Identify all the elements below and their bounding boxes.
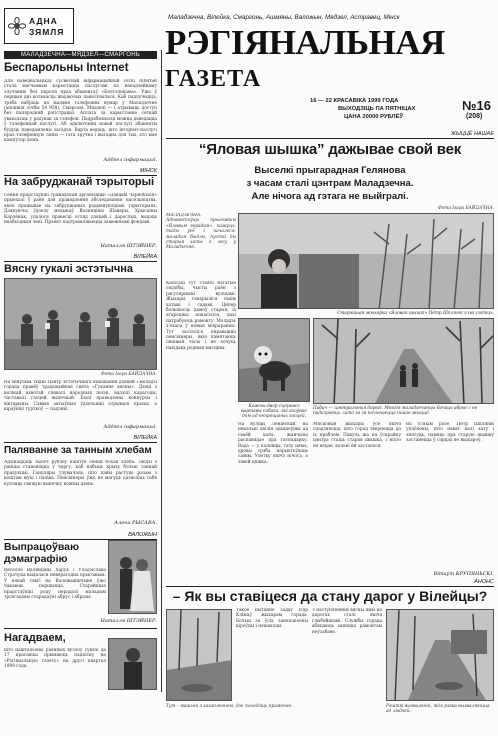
article-body-reminder: што паштальёны раённых вузлоў сувязі да 17 красавіка прымаюць падпіску на «Рэгіянальную газету» на другі квартал 1999 года. [4, 648, 106, 670]
logo-bottom: ЗЯМЛЯ [29, 27, 65, 37]
rubric-vileika-2: ВІЛЕЙКА [4, 435, 157, 443]
caption-street: Пабач — цэнтральныя дарогі. Многія маладзечанцы бачаць абрыс і не падазраюць, што за ім пачынаецца іншае жыццё. [313, 406, 478, 417]
article-title-reminder: Нагадваем, [4, 632, 66, 644]
main-col-1: Калісьці тут стаялі багатыя сядзібы, чысты раён з рэгулярнымі вуліцамі. Жыхары ганарыліся сваім хатамі і садамі. Цяпер большасць дамоў старыя, іх агароджы пакасіліся, дахі патрабуюць рамонту. Моладзь з'ехала ў новыя мікрараёны. Тут засталіся пераважна пенсіянеры, якія памятаюць лепшыя часы і не хочуць пакідаць родныя мясціны. [166, 281, 236, 351]
rubric-minsk: МІНСК [4, 168, 157, 176]
article-body-territory: Сёння прадстаўнікі грамадскай арганізацыі «Дзецям Чарнобыля» прыехалі ў раён для правядзення абследавання насельніцтва, якое пражывае на забруджаных радыенуклідамі тэрыторыях. Дзякуючы ўдзелу медыкаў Валянціны Шавяры, Хрысціны Карлёнак, удалося правесці огляд дзяцей і дарослых, выдаць неабходныя лекі. Праект падтрымліваецца замежнымі фондамі. [4, 193, 157, 226]
article-body-bread: Адзінаццаць тысяч рублёў каштуе сёння бохан хлеба. Людзі з раніцы становяцца ў чаргу, каб набыць крыху больш таннай прадукцыі. Гандляры тлумачаць, што цэны растуць разам з коштам мукі і паліва. Пенсіянеры ўжо не могуць дазволіць сабе купляць свежую выпечку кожны дзень. [4, 460, 157, 487]
article-body-internet: Для наведвальнікаў сусветнай інфармацыйнай сеткі Internet стала магчымым карыстацца паслугамі па ненадзейнаму злучэнню без пароля праз абанентаў «Белтэлекама». Ужо ў першыя дні колькасць жадаючых павялічылася. Каб падлучыцца, трэба набраць на мадэме тэлефонны нумар у Маладзечне (апошнія лічбы 54 958), Смаргоні, Мядзелі — і атрымаць доступ без папярэдняй рэгістрацыі. Аплата за карыстанне сеткай уваходзіць у рахунак за тэлефон. Падрабязнасці можна даведацца ў тэлефоннай паслугі. Аб адключэнні новай паслугі абаненты будуць паведамлены загадзя. Варта ведаць, што інтэрнэт-паслугі праз тэлефонную лінію — гэта зручна і выгадна для тых, хто мае кампутар дома. [4, 79, 157, 144]
photo-dog [238, 318, 310, 402]
main-signature: Вітаўт КРУПЯНЬСКІ. [433, 571, 494, 577]
caption-road-2: Рэшткі вызваленні, якія рэзка вызваляюцца ад людзей. [386, 704, 490, 715]
article-signature-spring: Аддзел інфармацыі. [103, 424, 157, 430]
deck-line-1: Выселкі прыгарадная Гелянова [254, 165, 406, 176]
photo-wedding [108, 540, 157, 614]
rubric-life: ЖЫЦЦЁ НАШАЕ [166, 131, 494, 139]
logo-top: АДНА [29, 16, 58, 26]
article-title-spring: Вясну гукалі эстэтычна [4, 263, 134, 275]
logo [4, 8, 74, 44]
photo-old-man [238, 213, 494, 309]
issue-total: (208) [466, 113, 483, 120]
issue-date: 16 — 22 КРАСАВІКА 1999 ГОДА [310, 98, 399, 104]
photo-spring-festival [4, 278, 157, 370]
issue-schedule: ВЫХОДЗІЦЬ ПА ПЯТНІЦАХ [338, 106, 416, 112]
article-signature-internet: Аддзел інфармацыі. [103, 157, 157, 163]
newspaper-title: РЭГІЯНАЛЬНАЯ [165, 23, 445, 62]
caption-old-man: Старэйшая жыхарка «Яловай шышкі» Пётр Шклянік з імі сядзіць. [337, 311, 494, 316]
main-col-3: Мясцовыя жыхары ўсё яшчэ спадзяюцца, што горад звернецца да іх праблем. Пакуль жа на ўскрайку цэнтра стаіць старая шышка, і ніхто не ведае, колькі ёй засталося. [313, 422, 401, 449]
main-lead: МАЛАДЗЕЧНА. Аднавяскоўцы прыгожым «Яловым горадам», кажуць, тады ўсё і пачалося: маладыя быдлы, пусткі ды старыя хаты з лесу ў Маладзечне. [166, 213, 236, 251]
anons-title: – Як вы ставіцеся да стану дарог у Вілейцы? [172, 588, 488, 604]
article-body-demography: Вяселле Валянціны Харук і Уладзіслава Страчука выдалася неверагодна прыгожым. У новай сям'і на Валожыншчыне ўжо чакаюць першынца. Старэйшыя прадстаўнікі роду перадалі маладым трохгадовы старадаўні абрус і абразы. [4, 568, 106, 601]
region-bar: МАЛАДЗЕЧНА—МЯДЗЕЛ—СМАРГОНЬ [4, 51, 157, 59]
article-title-bread: Паляванне за танным хлебам [4, 445, 152, 456]
anons-col-1: Такое пытанне задаў Ігар Клімаў жыхарам горада. Больш за ўсіх занепакоены кіроўцы і пешаходы. [236, 608, 308, 630]
photo-road-2 [386, 609, 494, 701]
issue-price: ЦАНА 20000 РУБЛЁЎ [344, 114, 404, 120]
cities-line: Маладзечна, Вілейка, Смаргонь, Ашмяны, Валожын, Мядзел, Астравец, Мінск [168, 14, 400, 21]
rubric-valozhyn: ВАЛОЖЫН [4, 532, 157, 540]
article-signature-demography: Наталля ШТЭЙНЕР. [100, 618, 157, 624]
article-signature-territory: Наталля ШТЭЙНЕР. [100, 243, 157, 249]
caption-dog: Кожны двор сцеражэ вартавы сабака, які ахоўвае дом ад непрошаных гасцей. [241, 404, 307, 420]
photo-road-1 [166, 609, 232, 701]
deck-line-2: з часам сталі цэнтрам Маладзечна. [246, 178, 414, 189]
article-title-demography-1: Выпрацоўваю [4, 541, 79, 553]
article-title-territory: На забруджанай тэрыторыі [4, 176, 155, 188]
article-title-internet: Беспарольны Internet [4, 62, 129, 74]
flower-icon [8, 17, 26, 35]
article-body-spring: На мінулым тыдні Цэнтр эстэтычнага выхавання дзяцей і моладзі горада правёў традыцыйнае свята «Гуканне вясны». Дзеці з вялікай ахвотай спявалі народныя песні, вадзілі карагоды, частавалі гасцей выпечкай. Былі праведзены конкурсы і віктарыны. Самыя актыўныя ўдзельнікі атрымалі прызы, а кіраўнікі гурткоў — падзякі. [4, 380, 157, 413]
photo-street [313, 318, 494, 404]
newspaper-subtitle: ГАЗЕТА [165, 66, 262, 92]
article-signature-bread: Алена РЫСАВА. [114, 520, 157, 526]
article-title-demography-2: дэмаграфію [4, 553, 68, 565]
main-col-2: На вуліцы Ленінскай, на некалькі хвілін адышоўшы ад сваёй хаты, жанчына распавядае пра гаспадарку. Вада — у калонцы, газу няма, дровы трэба нарыхтоўваць самім. Улетку яшчэ нічога, а зімой цяжка. [238, 422, 308, 465]
caption-road-1: Тут – машыні з захапленнем, дзе сыходзіць праменне. [166, 704, 293, 709]
photo-credit-main: Фота Ігара БАЙДАЧНА. [438, 206, 494, 211]
photo-credit-spring: Фота Ігара БАЙДАЧНА. [101, 372, 157, 377]
rubric-vileika: ВІЛЕЙКА [4, 254, 157, 262]
issue-number: №16 [462, 98, 491, 113]
main-headline: “Яловая шышка” дажывае свой век [198, 141, 462, 158]
anons-col-2: З наступленнем вясны ямы на дарогах сталі яшчэ глыбейшымі. Службы горада абяцаюць заняцца рамонтам неўзабаве. [312, 608, 382, 635]
photo-postman [108, 638, 157, 690]
rubric-anons: АНОНС [166, 579, 494, 587]
main-col-4: Ва ўсякім разе, Пётр Шклянік упэўнены, што нават калі хату і знясуць, памяць пра старую шышку застанецца ў сэрцах яе жыхароў. [406, 422, 494, 444]
deck-line-3: Але нічога ад гэтага не выйгралі. [251, 191, 409, 202]
